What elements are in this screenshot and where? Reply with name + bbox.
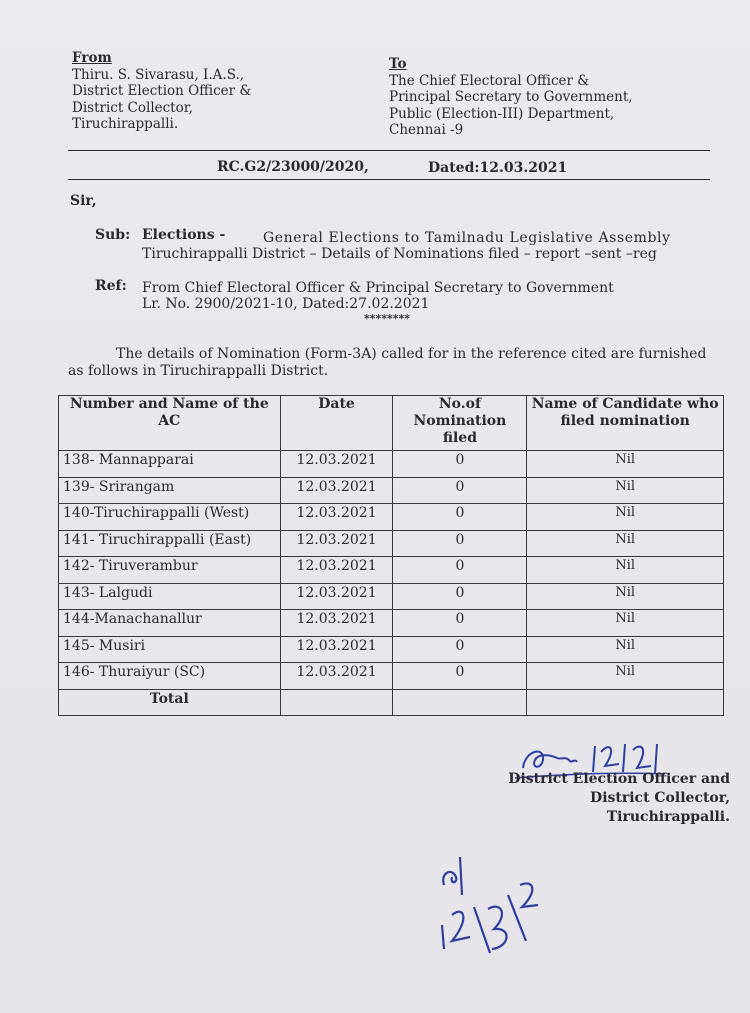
subject-head: Elections - <box>142 227 226 243</box>
nominations-table <box>58 395 724 716</box>
table-row <box>59 636 724 663</box>
cell-ac: 145- Musiri <box>59 636 281 663</box>
from-label: From <box>72 50 112 66</box>
header-rule-bottom <box>68 179 710 180</box>
cell-date: 12.03.2021 <box>280 663 393 690</box>
cell-ac: 146- Thuraiyur (SC) <box>59 663 281 690</box>
to-line: Public (Election-III) Department, <box>389 105 615 122</box>
table-row <box>59 663 724 690</box>
cell-candidate: Nil <box>527 451 724 478</box>
to-line: The Chief Electoral Officer & <box>389 72 590 89</box>
to-block <box>389 56 633 139</box>
ref-number: RC.G2/23000/2020, <box>217 159 369 175</box>
col-header-date: Date <box>280 396 393 451</box>
table-total-row <box>59 689 724 716</box>
cell-ac: 140-Tiruchirappalli (West) <box>59 504 281 531</box>
cell-date: 12.03.2021 <box>280 557 393 584</box>
ref-date: Dated:12.03.2021 <box>428 160 568 176</box>
cell-count: 0 <box>393 477 527 504</box>
reference-label: Ref: <box>95 278 127 294</box>
table-header-row <box>59 396 724 451</box>
cell-ac: 144-Manachanallur <box>59 610 281 637</box>
col-header-ac: Number and Name of the AC <box>59 396 281 451</box>
cell-total-label: Total <box>59 689 281 716</box>
cell-candidate: Nil <box>527 557 724 584</box>
table-row <box>59 504 724 531</box>
from-line: Tiruchirappalli. <box>72 116 179 132</box>
table-row <box>59 610 724 637</box>
col-header-count: No.of Nomination filed <box>393 396 527 451</box>
table-row <box>59 451 724 478</box>
cell-ac: 139- Srirangam <box>59 477 281 504</box>
from-line: District Collector, <box>72 99 193 116</box>
cell-candidate: Nil <box>527 530 724 557</box>
cell-empty <box>527 689 724 716</box>
reference-line-2: Lr. No. 2900/2021-10, Dated:27.02.2021 <box>142 296 430 312</box>
cell-candidate: Nil <box>527 610 724 637</box>
cell-ac: 142- Tiruverambur <box>59 557 281 584</box>
subject-line-2: Tiruchirappalli District – Details of Nominations filed – report –sent –reg <box>142 246 657 262</box>
signatory-line: District Election Officer and <box>508 771 730 787</box>
signatory-line: Tiruchirappalli. <box>606 809 730 825</box>
salutation: Sir, <box>70 193 97 209</box>
initial-scribble <box>430 845 540 965</box>
reference-line-1: From Chief Electoral Officer & Principal Secretary to Government <box>142 280 614 296</box>
subject-label: Sub: <box>95 227 131 243</box>
to-line: Principal Secretary to Government, <box>389 89 633 105</box>
cell-date: 12.03.2021 <box>280 583 393 610</box>
table-row <box>59 530 724 557</box>
to-label: To <box>389 56 407 72</box>
signature-block <box>498 770 730 827</box>
from-line: District Election Officer & <box>72 83 252 99</box>
cell-count: 0 <box>393 583 527 610</box>
para-line-1: The details of Nomination (Form-3A) called for in the reference cited are furnished <box>116 346 707 362</box>
cell-count: 0 <box>393 530 527 557</box>
cell-candidate: Nil <box>527 477 724 504</box>
cell-date: 12.03.2021 <box>280 530 393 557</box>
table-row <box>59 557 724 584</box>
cell-candidate: Nil <box>527 636 724 663</box>
cell-empty <box>393 689 527 716</box>
cell-count: 0 <box>393 610 527 637</box>
from-line: Thiru. S. Sivarasu, I.A.S., <box>72 66 245 83</box>
cell-date: 12.03.2021 <box>280 610 393 637</box>
cell-count: 0 <box>393 557 527 584</box>
cell-count: 0 <box>393 451 527 478</box>
cell-date: 12.03.2021 <box>280 477 393 504</box>
header-rule-top <box>68 150 710 151</box>
cell-count: 0 <box>393 504 527 531</box>
from-block <box>72 50 251 133</box>
cell-date: 12.03.2021 <box>280 504 393 531</box>
table-row <box>59 583 724 610</box>
para-line-2: as follows in Tiruchirappalli District. <box>68 363 329 379</box>
cell-ac: 138- Mannapparai <box>59 451 281 478</box>
subject-line-1: General Elections to Tamilnadu Legislative Assembly <box>263 230 671 246</box>
reference-stars: ******** <box>364 312 411 325</box>
cell-date: 12.03.2021 <box>280 451 393 478</box>
cell-ac: 143- Lalgudi <box>59 583 281 610</box>
col-header-candidate: Name of Candidate who filed nomination <box>527 396 724 451</box>
table-row <box>59 477 724 504</box>
signatory-line: District Collector, <box>590 790 730 806</box>
to-line: Chennai -9 <box>389 122 464 138</box>
cell-count: 0 <box>393 636 527 663</box>
cell-candidate: Nil <box>527 504 724 531</box>
cell-empty <box>280 689 393 716</box>
cell-candidate: Nil <box>527 583 724 610</box>
cell-date: 12.03.2021 <box>280 636 393 663</box>
cell-ac: 141- Tiruchirappalli (East) <box>59 530 281 557</box>
cell-count: 0 <box>393 663 527 690</box>
cell-candidate: Nil <box>527 663 724 690</box>
